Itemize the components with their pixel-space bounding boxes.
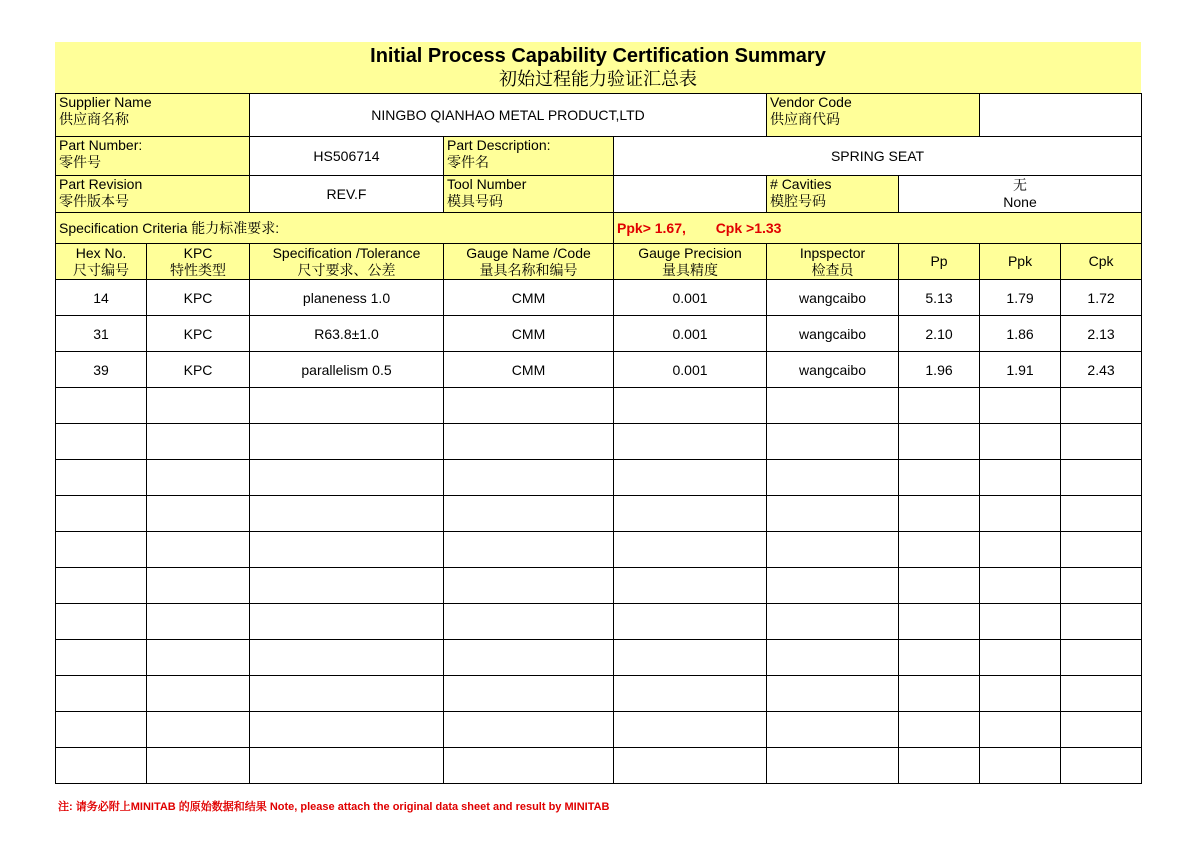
cell-pp[interactable] <box>899 748 980 784</box>
table-row <box>56 280 1142 316</box>
part-description-value[interactable]: SPRING SEAT <box>614 137 1142 176</box>
criteria-row <box>56 213 1142 244</box>
cell-specification[interactable] <box>250 496 444 532</box>
cell-kpc[interactable] <box>147 460 250 496</box>
cell-cpk[interactable]: 1.72 <box>1061 280 1142 316</box>
criteria-ppk: Ppk> 1.67, <box>617 220 686 236</box>
cell-gauge-precision[interactable]: 0.001 <box>614 316 767 352</box>
cell-gauge-precision[interactable] <box>614 640 767 676</box>
cell-gauge-precision[interactable]: 0.001 <box>614 352 767 388</box>
cell-specification[interactable]: planeness 1.0 <box>250 280 444 316</box>
column-header-kpc: KPC 特性类型 <box>147 244 250 280</box>
specification-criteria-label: Specification Criteria 能力标准要求: <box>56 213 614 244</box>
cell-hex-no[interactable] <box>56 388 147 424</box>
cell-hex-no[interactable] <box>56 748 147 784</box>
cell-inspector[interactable]: wangcaibo <box>767 316 899 352</box>
cell-pp[interactable] <box>899 604 980 640</box>
cell-gauge-name[interactable] <box>444 388 614 424</box>
cell-specification[interactable] <box>250 460 444 496</box>
cell-hex-no[interactable] <box>56 532 147 568</box>
cavities-label: # Cavities 模腔号码 <box>767 176 899 213</box>
cell-cpk[interactable] <box>1061 640 1142 676</box>
cell-kpc[interactable] <box>147 604 250 640</box>
cell-cpk[interactable] <box>1061 424 1142 460</box>
table-row <box>56 604 1142 640</box>
specification-criteria-value <box>614 213 1142 244</box>
column-header-row <box>56 244 1142 280</box>
column-header-ppk: Ppk <box>980 244 1061 280</box>
cell-gauge-name[interactable] <box>444 712 614 748</box>
title-chinese: 初始过程能力验证汇总表 <box>499 69 697 89</box>
cell-cpk[interactable] <box>1061 460 1142 496</box>
table-row <box>56 424 1142 460</box>
column-header-inspector: Inpspector 检查员 <box>767 244 899 280</box>
cell-gauge-name[interactable]: CMM <box>444 316 614 352</box>
cell-cpk[interactable] <box>1061 532 1142 568</box>
cell-inspector[interactable]: wangcaibo <box>767 280 899 316</box>
cell-inspector[interactable]: wangcaibo <box>767 352 899 388</box>
cell-pp[interactable] <box>899 496 980 532</box>
cell-gauge-precision[interactable] <box>614 568 767 604</box>
table-row <box>56 532 1142 568</box>
cell-ppk[interactable] <box>980 532 1061 568</box>
cell-hex-no[interactable] <box>56 496 147 532</box>
cell-hex-no[interactable]: 39 <box>56 352 147 388</box>
cell-inspector[interactable] <box>767 640 899 676</box>
cell-cpk[interactable] <box>1061 604 1142 640</box>
cell-ppk[interactable] <box>980 712 1061 748</box>
cell-inspector[interactable] <box>767 388 899 424</box>
cell-inspector[interactable] <box>767 748 899 784</box>
cell-ppk[interactable]: 1.79 <box>980 280 1061 316</box>
title-english: Initial Process Capability Certification Summary <box>370 45 826 67</box>
cell-ppk[interactable] <box>980 496 1061 532</box>
cell-hex-no[interactable]: 14 <box>56 280 147 316</box>
cell-pp[interactable] <box>899 712 980 748</box>
vendor-code-value[interactable] <box>980 94 1142 137</box>
part-revision-label: Part Revision 零件版本号 <box>56 176 250 213</box>
part-number-row <box>56 137 1142 176</box>
cell-cpk[interactable] <box>1061 496 1142 532</box>
table-row <box>56 676 1142 712</box>
cell-hex-no[interactable] <box>56 604 147 640</box>
column-header-hex-no: Hex No. 尺寸编号 <box>56 244 147 280</box>
table-row <box>56 748 1142 784</box>
cell-specification[interactable] <box>250 676 444 712</box>
cell-gauge-name[interactable] <box>444 424 614 460</box>
tool-number-value[interactable] <box>614 176 767 213</box>
cell-hex-no[interactable] <box>56 460 147 496</box>
cell-gauge-name[interactable]: CMM <box>444 352 614 388</box>
cell-kpc[interactable] <box>147 712 250 748</box>
column-header-gauge-precision: Gauge Precision 量具精度 <box>614 244 767 280</box>
cell-gauge-precision[interactable] <box>614 460 767 496</box>
cell-pp[interactable] <box>899 676 980 712</box>
part-description-label: Part Description: 零件名 <box>444 137 614 176</box>
cell-kpc[interactable]: KPC <box>147 352 250 388</box>
tool-number-label: Tool Number 模具号码 <box>444 176 614 213</box>
cell-gauge-name[interactable] <box>444 640 614 676</box>
cell-gauge-name[interactable] <box>444 604 614 640</box>
cell-gauge-precision[interactable]: 0.001 <box>614 280 767 316</box>
cell-gauge-precision[interactable] <box>614 424 767 460</box>
cell-hex-no[interactable]: 31 <box>56 316 147 352</box>
cell-gauge-precision[interactable] <box>614 748 767 784</box>
cell-pp[interactable]: 2.10 <box>899 316 980 352</box>
cell-specification[interactable] <box>250 748 444 784</box>
cell-gauge-name[interactable] <box>444 676 614 712</box>
cell-kpc[interactable] <box>147 532 250 568</box>
cell-inspector[interactable] <box>767 604 899 640</box>
cell-pp[interactable]: 5.13 <box>899 280 980 316</box>
cell-ppk[interactable] <box>980 604 1061 640</box>
cell-gauge-name[interactable] <box>444 532 614 568</box>
supplier-row <box>56 94 1142 137</box>
table-row <box>56 388 1142 424</box>
cell-cpk[interactable] <box>1061 388 1142 424</box>
cell-gauge-precision[interactable] <box>614 604 767 640</box>
cell-pp[interactable]: 1.96 <box>899 352 980 388</box>
cell-hex-no[interactable] <box>56 568 147 604</box>
cell-ppk[interactable] <box>980 388 1061 424</box>
cell-specification[interactable]: R63.8±1.0 <box>250 316 444 352</box>
footnote: 注: 请务必附上MINITAB 的原始数据和结果 Note, please attach the original data sheet and result by MINITAB <box>58 801 610 813</box>
cell-kpc[interactable] <box>147 388 250 424</box>
cell-pp[interactable] <box>899 424 980 460</box>
cell-ppk[interactable]: 1.86 <box>980 316 1061 352</box>
cell-pp[interactable] <box>899 568 980 604</box>
column-header-pp: Pp <box>899 244 980 280</box>
criteria-cpk: Cpk >1.33 <box>715 220 782 236</box>
table-row <box>56 316 1142 352</box>
column-header-gauge-name: Gauge Name /Code 量具名称和编号 <box>444 244 614 280</box>
cell-ppk[interactable] <box>980 676 1061 712</box>
cell-cpk[interactable]: 2.43 <box>1061 352 1142 388</box>
cell-cpk[interactable] <box>1061 712 1142 748</box>
vendor-code-label: Vendor Code 供应商代码 <box>767 94 980 137</box>
cell-kpc[interactable] <box>147 640 250 676</box>
cell-inspector[interactable] <box>767 496 899 532</box>
cell-gauge-precision[interactable] <box>614 712 767 748</box>
cell-gauge-name[interactable]: CMM <box>444 280 614 316</box>
cell-ppk[interactable] <box>980 568 1061 604</box>
table-row <box>56 640 1142 676</box>
cell-pp[interactable] <box>899 640 980 676</box>
data-rows <box>56 280 1142 784</box>
cell-gauge-name[interactable] <box>444 568 614 604</box>
cell-specification[interactable] <box>250 532 444 568</box>
cell-kpc[interactable] <box>147 748 250 784</box>
cell-gauge-precision[interactable] <box>614 676 767 712</box>
cell-specification[interactable] <box>250 712 444 748</box>
cell-kpc[interactable]: KPC <box>147 316 250 352</box>
cell-ppk[interactable] <box>980 460 1061 496</box>
table-row <box>56 712 1142 748</box>
cell-gauge-precision[interactable] <box>614 496 767 532</box>
cell-gauge-precision[interactable] <box>614 532 767 568</box>
cell-gauge-precision[interactable] <box>614 388 767 424</box>
cell-cpk[interactable] <box>1061 748 1142 784</box>
cell-kpc[interactable] <box>147 676 250 712</box>
cell-inspector[interactable] <box>767 424 899 460</box>
cell-specification[interactable] <box>250 640 444 676</box>
column-header-specification: Specification /Tolerance 尺寸要求、公差 <box>250 244 444 280</box>
cell-cpk[interactable]: 2.13 <box>1061 316 1142 352</box>
part-revision-row <box>56 176 1142 213</box>
table-row <box>56 496 1142 532</box>
cell-kpc[interactable] <box>147 568 250 604</box>
cell-hex-no[interactable] <box>56 640 147 676</box>
cell-ppk[interactable] <box>980 748 1061 784</box>
cell-ppk[interactable] <box>980 640 1061 676</box>
cell-hex-no[interactable] <box>56 712 147 748</box>
cell-inspector[interactable] <box>767 568 899 604</box>
cell-cpk[interactable] <box>1061 568 1142 604</box>
cell-specification[interactable] <box>250 568 444 604</box>
table-row <box>56 568 1142 604</box>
cell-hex-no[interactable] <box>56 424 147 460</box>
cell-specification[interactable]: parallelism 0.5 <box>250 352 444 388</box>
cell-gauge-name[interactable] <box>444 496 614 532</box>
cell-specification[interactable] <box>250 388 444 424</box>
table-row <box>56 352 1142 388</box>
cell-cpk[interactable] <box>1061 676 1142 712</box>
cell-pp[interactable] <box>899 460 980 496</box>
supplier-name-value[interactable]: NINGBO QIANHAO METAL PRODUCT,LTD <box>250 94 767 137</box>
cell-gauge-name[interactable] <box>444 748 614 784</box>
part-number-label: Part Number: 零件号 <box>56 137 250 176</box>
cell-hex-no[interactable] <box>56 676 147 712</box>
cell-inspector[interactable] <box>767 532 899 568</box>
cell-ppk[interactable] <box>980 424 1061 460</box>
part-revision-value[interactable]: REV.F <box>250 176 444 213</box>
supplier-name-label: Supplier Name 供应商名称 <box>56 94 250 137</box>
cell-pp[interactable] <box>899 388 980 424</box>
column-header-cpk: Cpk <box>1061 244 1142 280</box>
cell-inspector[interactable] <box>767 712 899 748</box>
cell-kpc[interactable]: KPC <box>147 280 250 316</box>
title-band <box>55 42 1141 93</box>
part-number-value[interactable]: HS506714 <box>250 137 444 176</box>
cell-ppk[interactable]: 1.91 <box>980 352 1061 388</box>
cell-kpc[interactable] <box>147 424 250 460</box>
cell-pp[interactable] <box>899 532 980 568</box>
cell-specification[interactable] <box>250 424 444 460</box>
cell-inspector[interactable] <box>767 676 899 712</box>
cell-inspector[interactable] <box>767 460 899 496</box>
cavities-value[interactable]: 无 None <box>899 176 1142 213</box>
cell-gauge-name[interactable] <box>444 460 614 496</box>
cell-kpc[interactable] <box>147 496 250 532</box>
summary-table <box>55 93 1142 784</box>
cell-specification[interactable] <box>250 604 444 640</box>
table-row <box>56 460 1142 496</box>
